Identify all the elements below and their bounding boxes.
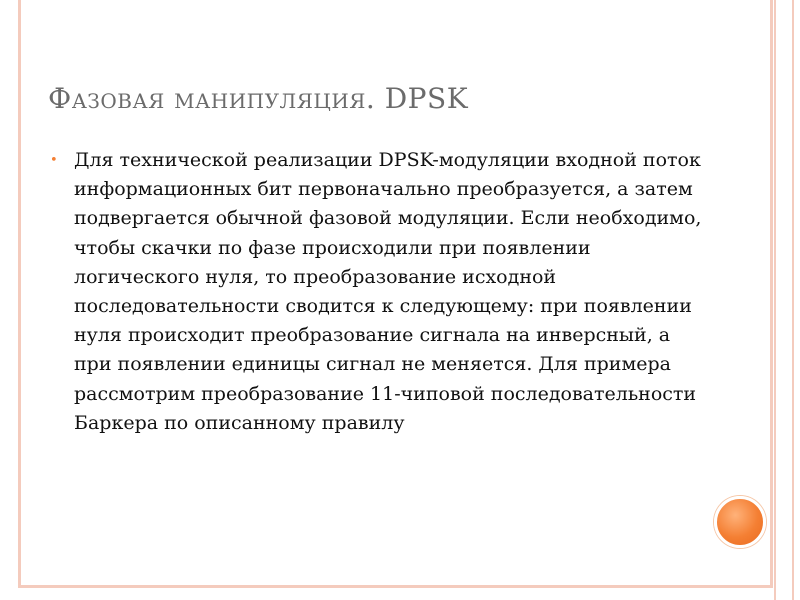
- slide-title-main: Фазовая манипуляция.: [48, 82, 385, 115]
- bullet-item: [48, 146, 708, 438]
- decorative-orange-circle: [714, 496, 766, 548]
- bullet-list: [48, 146, 708, 438]
- bullet-dot-icon: •: [50, 153, 58, 168]
- bullet-text: Для технической реализации DPSK-модуляции входной поток информационных бит первоначально преобразуется, а затем подвергается обычной фазовой модуляции. Если необходимо, чтобы скачки по фазе происходили при появлении логического нуля, то преобразование исходной последовательности сводится к следующему: при появлении нуля происходит преобразование сигнала на инверсный, а при появлении единицы сигнал не меняется. Для примера рассмотрим преобразование 11-чиповой последовательности Баркера по описанному правилу: [74, 149, 702, 434]
- slide-title: [48, 82, 468, 115]
- decorative-side-bar: [774, 0, 794, 600]
- slide-title-suffix: DPSK: [384, 82, 469, 115]
